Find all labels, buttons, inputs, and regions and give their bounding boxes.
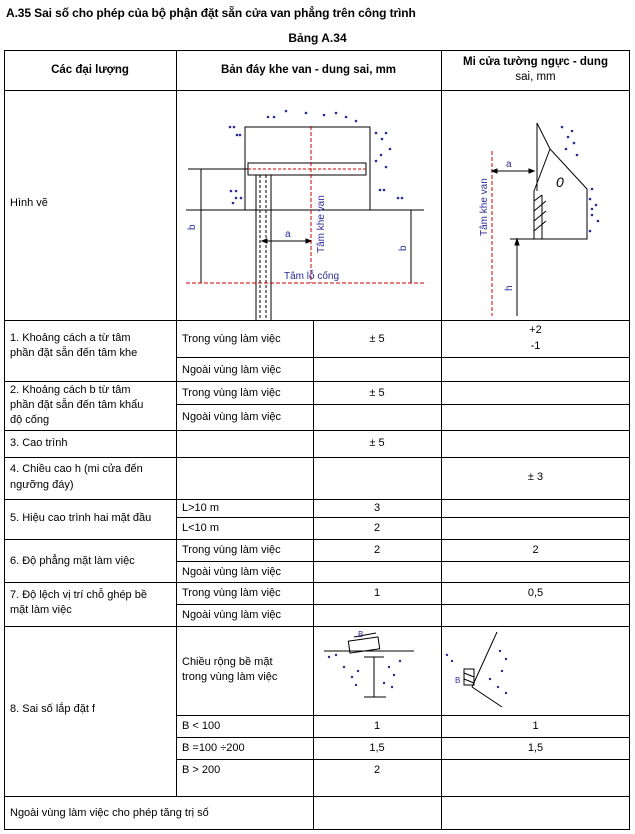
r8-val1-c3: 1 <box>532 720 539 732</box>
r7-sub1: Trong vùng làm việc <box>182 587 281 599</box>
r8-val2-c2: 1,5 <box>369 742 385 754</box>
r8-sub-fig-line2: trong vùng làm việc <box>182 671 278 683</box>
r1-sub2: Ngoài vùng làm việc <box>182 364 282 376</box>
figure-row-label: Hình vẽ <box>10 197 48 209</box>
r5-val2: 2 <box>373 522 381 534</box>
r2-sub-line <box>176 404 630 405</box>
fig2-label-tam-khe-van: Tâm khe van <box>479 178 490 236</box>
figure-wall-lintel-diagram <box>442 91 629 320</box>
table-border-top <box>4 50 630 51</box>
fig-install-wall <box>442 627 629 715</box>
r5-label: 5. Hiệu cao trình hai mặt đầu <box>10 512 152 524</box>
header-col3-line2: sai, mm <box>515 71 556 83</box>
r8-sub2: B =100 ÷200 <box>182 742 245 754</box>
r8-sub-line-2 <box>176 737 630 738</box>
r1-val-c3-line2: -1 <box>530 340 541 352</box>
fig2-label-o: 0 <box>556 174 564 190</box>
r1-sub1: Trong vùng làm việc <box>182 333 281 345</box>
r1-val-c3-line1: +2 <box>529 324 542 336</box>
r6-label: 6. Độ phẳng mặt làm việc <box>10 555 135 567</box>
r6-sub2: Ngoài vùng làm việc <box>182 566 282 578</box>
r6-bottom-line <box>4 582 630 583</box>
fig1-label-b-left: b <box>187 224 198 230</box>
r2-label-line3: độ cống <box>10 414 50 426</box>
r9-label: Ngoài vùng làm việc cho phép tăng trị số <box>10 807 209 819</box>
r7-label-line2: mặt làm việc <box>10 604 72 616</box>
r7-sub2: Ngoài vùng làm việc <box>182 609 282 621</box>
r5-sub2: L<10 m <box>182 522 219 534</box>
r2-label-line1: 2. Khoảng cách b từ tâm <box>10 384 131 396</box>
r6-sub1: Trong vùng làm việc <box>182 544 281 556</box>
fig2-label-a: a <box>506 159 512 170</box>
r2-bottom-line <box>4 430 630 431</box>
r4-bottom-line <box>4 499 630 500</box>
r5-val1: 3 <box>373 502 381 514</box>
r8-sub3: B > 200 <box>182 764 221 776</box>
table-border-left <box>4 50 5 830</box>
r8-sub-line-1 <box>176 715 630 716</box>
r8-bottom-line <box>4 796 630 797</box>
fig-install-beam-label-b: B <box>358 630 364 639</box>
r1-bottom-line <box>4 381 630 382</box>
fig2-label-h: h <box>504 285 515 291</box>
r5-sub-line <box>176 517 630 518</box>
fig1-label-tam-khe-van: Tâm khe van <box>316 195 327 253</box>
table-border-bottom <box>4 829 630 830</box>
fig-install-beam <box>314 627 441 715</box>
r3-bottom-line <box>4 457 630 458</box>
r8-sub-fig-line1: Chiều rộng bề mặt <box>182 656 273 668</box>
header-col2: Bản đáy khe van - dung sai, mm <box>220 64 397 76</box>
r4-label-line2: ngưỡng đáy) <box>10 479 74 491</box>
fig1-label-tam-lo-cong: Tâm lỗ cống <box>284 271 340 282</box>
r1-label-line2: phần đặt sẵn đến tâm khe <box>10 347 138 359</box>
r1-label-line1: 1. Khoảng cách a từ tâm <box>10 332 131 344</box>
r2-label-line2: phần đặt sẵn đến tâm khẩu <box>10 399 144 411</box>
r8-sub-line-3 <box>176 759 630 760</box>
table-caption: Bảng A.34 <box>288 31 347 45</box>
r8-val1-c2: 1 <box>373 720 381 732</box>
r7-val-c3: 0,5 <box>527 587 544 599</box>
r4-label-line1: 4. Chiều cao h (mi cửa đến <box>10 463 143 475</box>
header-col1: Các đại lượng <box>51 64 129 76</box>
r7-val-c2: 1 <box>373 587 381 599</box>
r6-val-c3: 2 <box>532 544 539 556</box>
r8-label: 8. Sai số lắp đặt f <box>10 703 95 715</box>
r3-label: 3. Cao trình <box>10 437 68 449</box>
header-col3-line1: Mi cửa tường ngực - dung <box>463 56 608 68</box>
r2-sub1: Trong vùng làm việc <box>182 387 281 399</box>
r6-sub-line <box>176 561 630 562</box>
r5-bottom-line <box>4 539 630 540</box>
r8-sub1: B < 100 <box>182 720 221 732</box>
r1-val-c2: ± 5 <box>369 333 385 345</box>
fig1-label-a: a <box>285 229 291 240</box>
r4-val-c3: ± 3 <box>527 471 544 483</box>
r3-val-c2: ± 5 <box>369 437 385 449</box>
r1-sub-line <box>176 357 630 358</box>
figure-row-bottom-line <box>4 320 630 321</box>
tolerance-table <box>4 50 630 830</box>
table-border-right <box>629 50 630 830</box>
fig1-label-b-right: b <box>398 245 409 251</box>
section-title: A.35 Sai số cho phép của bộ phận đặt sẵn cửa van phẳng trên công trình <box>6 6 416 20</box>
figure-bottom-slot-diagram <box>176 91 441 320</box>
r5-sub1: L>10 m <box>182 502 219 514</box>
r2-val-c2: ± 5 <box>369 387 385 399</box>
r8-val3-c2: 2 <box>373 764 381 776</box>
r6-val-c2: 2 <box>373 544 381 556</box>
fig-install-wall-label-b: B <box>455 676 461 685</box>
r2-sub2: Ngoài vùng làm việc <box>182 411 282 423</box>
r8-val2-c3: 1,5 <box>527 742 544 754</box>
r7-label-line1: 7. Độ lệch vị trí chỗ ghép bề <box>10 589 147 601</box>
r7-sub-line <box>176 604 630 605</box>
